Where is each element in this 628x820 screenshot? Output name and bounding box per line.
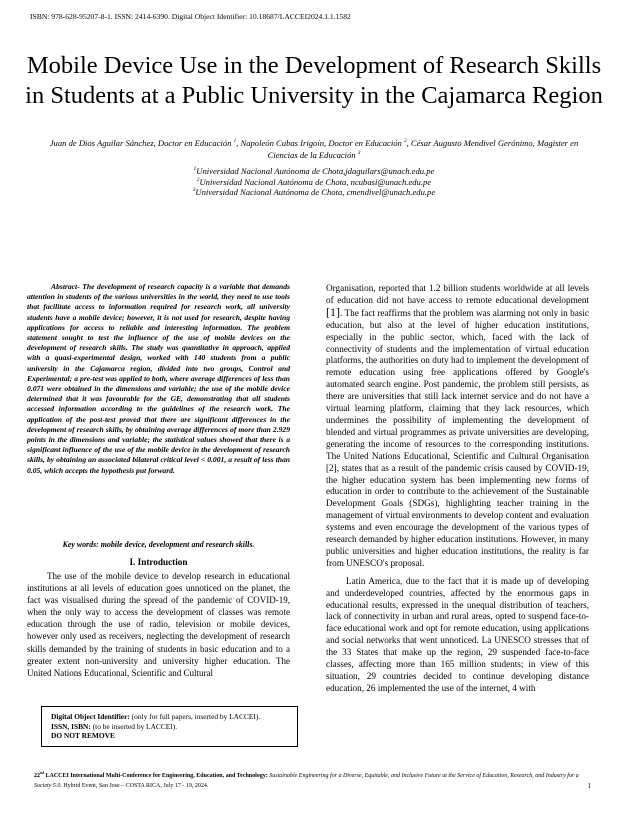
conference-name: LACCEI International Multi-Conference for Engineering, Education, and Technology: <box>44 773 268 779</box>
intro-paragraph: Latin America, due to the fact that it is made up of developing and underdeveloped countries, affected by the enormous gaps in educational results, expressed in the unequal distribution of teachers, lack of connectivity in urban and rural areas, opted to suspend face-to-face educational work and opt for remote education, using applications and social networks that went unnoticed. La UNESCO stresses that of the 33 States that make up the region, 29 suspended face-to-face classes, affecting more than 165 million students; in view of this situation, 29 countries decided to continue developing distance education, 26 implemented the use of the internet, 4 with <box>326 575 589 693</box>
abstract-text: Abstract- The development of research capacity is a variable that demands attention in students of the various universities in the world, they need to use tools that facilitate access to information required for research work, all university students have a mobile device; however, it is not used for research, despite having applications for access to reliable and interesting information. The problem statement sought to test the influence of the use of mobile devices on the development of research skills. The study was quantitative in approach, applied with a quasi-experimental design, worked with 140 students from a public university in the Cajamarca region, divided into two groups, Control and Experimental; a pre-test was applied to both, where average differences of less than 0.071 were obtained in the dimensions and variable; the use of the mobile device determined that it was favourable for the GE, demonstrating that all students accessed information according to the guidelines of the research work. The application of the post-test proved that there are significant differences in the development of research skills, by obtaining average differences of more than 2.929 points in the dimensions and variable; the statistical values showed that there is a significant influence of the use of the mobile device in the development of research skills, by obtaining an associated bilateral critical level < 0.001, a result of less than 0.05, which accepts the hypothesis put forward. <box>27 282 290 475</box>
author-list: Juan de Dios Aguilar Sánchez, Doctor en Educación $^1$, Napoleón Cubas Irigoín, Doctor en Educación $^2$, César Augusto Mendivel Gerónimo, Magister en Ciencias de la Educación $^3$ <box>49 138 579 160</box>
intro-paragraph: The use of the mobile device to develop research in educational institutions at all levels of education goes unnoticed on the planet, the fact was visualised during the spread of the pandemic of COVID-19, when the only way to access the development of classes was remote education through the use of radio, television or mobile devices, however only used as receivers, neglecting the development of research skills demanded by the training of students in basic education and to a greater extent non-university and university higher education. The United Nations Educational, Scientific and Cultural <box>27 571 290 678</box>
doi-notice-box: Digital Object Identifier: (only for full papers, inserted by LACCEI). ISSN, ISBN: (to be inserted by LACCEI). DO NOT REMOVE <box>41 706 298 747</box>
affiliation: $^1$Universidad Nacional Autónoma de Chota,jdaguilars@unach.edu.pe <box>193 166 435 176</box>
affiliation-list <box>40 166 588 198</box>
author-affiliation-marker: 2 <box>403 138 407 145</box>
keywords: Key words: mobile device, development and research skills. <box>62 540 255 549</box>
intro-paragraph-continued: Organisation, reported that 1.2 billion students worldwide at all levels of education did not have access to remote educational development [1]. The fact reaffirms that the problem was alarming not only in basic education, but also at the level of higher education institutions, especially in the public sector, which, faced with the lack of connectivity of students and the implementation of virtual education platforms, the authorities on duty had to implement the development of remote education using free applications offered by Google's automated search engine. Post pandemic, the problem still persists, as there are universities that still lack internet service and do not have a virtual learning platform, claiming that they lack resources, which undermines the possibility of implementing the development of blended and virtual programmes as private universities are developing, generating the income of resources to the corresponding institutions. The United Nations Educational, Scientific and Cultural Organisation [2], states that as a result of the pandemic crisis caused by COVID-19, the higher education system has been implementing new forms of education in order to contribute to the achievement of the Sustainable Development Goals (SDGs), highlighting teacher training in the management of virtual environments to develop content and evaluation systems and even encourage the development of the various types of research demanded by higher education institutions. However, in many public universities and higher education institutions, the reality is far from UNESCO's proposal. <box>326 283 589 568</box>
citation-link[interactable]: [1] <box>326 304 340 319</box>
author-name: Napoleón Cubas Irigoín, Doctor en Educación <box>240 138 402 148</box>
left-column-body <box>27 570 290 679</box>
author-name: Juan de Dios Aguilar Sánchez, Doctor en Educación <box>49 138 232 148</box>
affiliation: $^3$Universidad Nacional Autónoma de Chota, cmendivel@unach.edu.pe <box>192 187 436 197</box>
conference-event: Hybrid Event, San Jose – COSTA RICA, July 17 - 19, 2024. <box>61 783 209 789</box>
isbn-header: ISBN: 978-628-95207-8-1. ISSN: 2414-6390. Digital Object Identifier: 10.18687/LACCEI2024.1.1.1582 <box>30 12 351 21</box>
page-number: 1 <box>587 782 591 790</box>
page-footer: 22nd LACCEI International Multi-Conference for Engineering, Education, and Technology: Sustainable Engineering for a Diverse, Equitable, and Inclusive Future at the Service of Education, Research, and Industry for a Society 5.0. Hybrid Event, San Jose – COSTA RICA, July 17 - 19, 2024. <box>34 771 579 789</box>
author-name: César Augusto Mendivel Gerónimo, Magister en Ciencias de la Educación <box>267 138 579 160</box>
conference-theme: Sustainable Engineering for a Diverse, Equitable, and Inclusive Future at the Service of Education, Research, and Industry for a Society 5.0. <box>34 773 579 789</box>
paper-title: Mobile Device Use in the Development of Research Skills in Students at a Public University in the Cajamarca Region <box>25 52 603 109</box>
affiliation: $^2$Universidad Nacional Autónoma de Chota, ncubasi@unach.edu.pe <box>196 176 432 187</box>
author-affiliation-marker: 3 <box>357 149 361 156</box>
right-column-body <box>326 283 589 695</box>
author-affiliation-marker: 1 <box>233 138 237 145</box>
abstract <box>27 282 290 476</box>
section-heading-introduction: I. Introduction <box>129 557 188 567</box>
